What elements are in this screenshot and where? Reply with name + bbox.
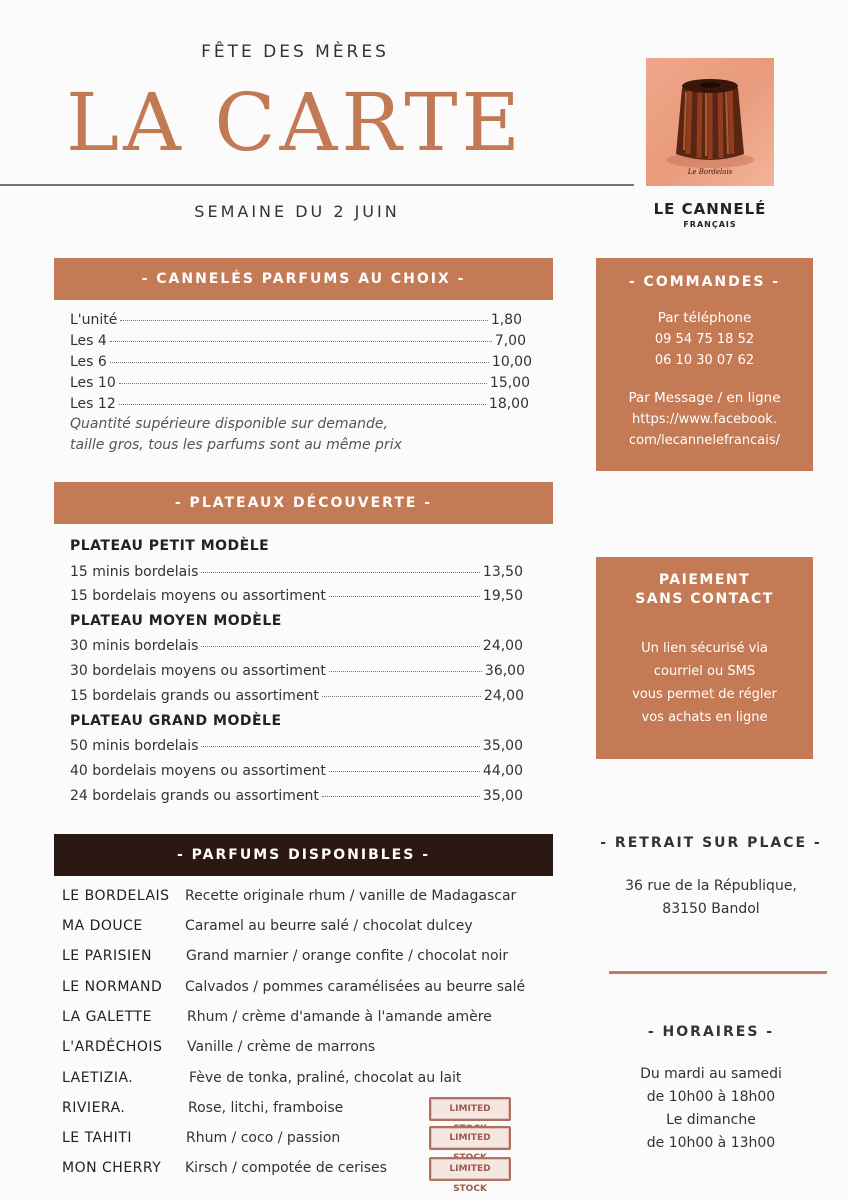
plateau-row bbox=[70, 663, 525, 679]
price-label: Les 12 bbox=[70, 396, 116, 412]
facebook-link[interactable]: com/lecannelefrancais/ bbox=[629, 433, 780, 448]
parfum-name: MA DOUCE bbox=[62, 918, 143, 934]
price-value: 10,00 bbox=[491, 354, 532, 370]
message-label: Par Message / en ligne bbox=[628, 390, 781, 406]
plateau-row bbox=[70, 564, 523, 580]
paiement-text: Un lien sécurisé via bbox=[641, 641, 768, 656]
limited-stock-stamp: LIMITED bbox=[429, 1126, 511, 1150]
plateau-label: 40 bordelais moyens ou assortiment bbox=[70, 763, 326, 779]
plateau-price: 44,00 bbox=[482, 763, 523, 779]
parfums-section-header: - PARFUMS DISPONIBLES - bbox=[54, 834, 553, 876]
paiement-text: vos achats en ligne bbox=[641, 710, 768, 725]
plateau-grand-title: PLATEAU GRAND MODÈLE bbox=[70, 713, 282, 729]
parfum-description: Rose, litchi, framboise bbox=[188, 1100, 344, 1116]
parfum-name: MON CHERRY bbox=[62, 1160, 162, 1176]
week-subtitle: SEMAINE DU 2 JUIN bbox=[194, 202, 400, 221]
logo-caption: Le Bordelais bbox=[687, 168, 733, 176]
horaires-line: de 10h00 à 18h00 bbox=[646, 1089, 776, 1105]
paiement-heading: PAIEMENT bbox=[658, 572, 751, 588]
price-label: Les 4 bbox=[70, 333, 107, 349]
parfum-name: LAETIZIA. bbox=[62, 1070, 134, 1086]
parfum-name: L'ARDÉCHOIS bbox=[62, 1039, 163, 1055]
parfum-description: Rhum / crème d'amande à l'amande amère bbox=[187, 1009, 492, 1025]
plateau-price: 19,50 bbox=[482, 588, 523, 604]
plateau-row bbox=[70, 788, 523, 804]
header-divider bbox=[0, 184, 634, 186]
plateau-price: 35,00 bbox=[482, 788, 523, 804]
phone-number[interactable]: 09 54 75 18 52 bbox=[654, 332, 755, 347]
plateau-moyen-title: PLATEAU MOYEN MODÈLE bbox=[70, 613, 282, 629]
parfum-name: LE NORMAND bbox=[62, 979, 163, 995]
horaires-heading: - HORAIRES - bbox=[647, 1024, 775, 1040]
plateau-label: 24 bordelais grands ou assortiment bbox=[70, 788, 319, 804]
plateau-price: 35,00 bbox=[482, 738, 523, 754]
parfum-description: Calvados / pommes caramélisées au beurre salé bbox=[185, 979, 526, 995]
price-row bbox=[70, 396, 529, 412]
parfum-name: LE PARISIEN bbox=[62, 948, 152, 964]
retrait-divider bbox=[609, 971, 827, 974]
cannele-note-line2: taille gros, tous les parfums sont au même prix bbox=[70, 437, 402, 453]
plateau-row bbox=[70, 688, 524, 704]
horaires-line: Du mardi au samedi bbox=[640, 1066, 782, 1082]
event-kicker: FÊTE DES MÈRES bbox=[201, 42, 389, 62]
parfum-description: Rhum / coco / passion bbox=[186, 1130, 341, 1146]
plateau-row bbox=[70, 738, 523, 754]
plateau-label: 15 bordelais moyens ou assortiment bbox=[70, 588, 326, 604]
parfum-description: Grand marnier / orange confite / chocolat noir bbox=[186, 948, 509, 964]
horaires-line: de 10h00 à 13h00 bbox=[646, 1135, 776, 1151]
retrait-address: 83150 Bandol bbox=[662, 901, 760, 917]
cannele-logo-image bbox=[646, 58, 774, 186]
cannele-note-line1: Quantité supérieure disponible sur demande, bbox=[70, 416, 388, 432]
commandes-box bbox=[596, 258, 813, 471]
price-value: 15,00 bbox=[489, 375, 530, 391]
plateau-label: 30 bordelais moyens ou assortiment bbox=[70, 663, 326, 679]
brand-name: LE CANNELÉ bbox=[653, 200, 767, 218]
commandes-heading: - COMMANDES - bbox=[628, 274, 781, 290]
parfum-description: Vanille / crème de marrons bbox=[187, 1039, 376, 1055]
paiement-box bbox=[596, 557, 813, 759]
retrait-address: 36 rue de la République, bbox=[625, 878, 797, 894]
price-label: L'unité bbox=[70, 312, 118, 328]
price-value: 18,00 bbox=[488, 396, 529, 412]
plateaux-section-header: - PLATEAUX DÉCOUVERTE - bbox=[54, 482, 553, 524]
price-row bbox=[70, 354, 532, 370]
limited-stock-stamp: LIMITED STOCK bbox=[429, 1157, 511, 1181]
paiement-text: courriel ou SMS bbox=[653, 664, 756, 679]
plateau-petit-title: PLATEAU PETIT MODÈLE bbox=[70, 538, 270, 554]
parfum-description: Fève de tonka, praliné, chocolat au lait bbox=[189, 1070, 462, 1086]
paiement-heading: SANS CONTACT bbox=[635, 591, 774, 607]
page-title: LA CARTE bbox=[66, 76, 524, 169]
price-row bbox=[70, 312, 522, 328]
brand-subtitle: FRANÇAIS bbox=[683, 220, 737, 229]
plateau-row bbox=[70, 588, 523, 604]
price-label: Les 10 bbox=[70, 375, 116, 391]
plateau-price: 13,50 bbox=[482, 564, 523, 580]
parfum-description: Caramel au beurre salé / chocolat dulcey bbox=[185, 918, 473, 934]
price-value: 7,00 bbox=[494, 333, 526, 349]
horaires-line: Le dimanche bbox=[666, 1112, 756, 1128]
price-row bbox=[70, 375, 530, 391]
limited-stock-stamp: LIMITED bbox=[429, 1097, 511, 1121]
plateau-price: 36,00 bbox=[484, 663, 525, 679]
plateau-row bbox=[70, 638, 523, 654]
retrait-heading: - RETRAIT SUR PLACE - bbox=[600, 835, 822, 851]
facebook-link[interactable]: https://www.facebook. bbox=[632, 412, 777, 427]
cannele-icon bbox=[646, 58, 774, 186]
phone-label: Par téléphone bbox=[657, 310, 752, 326]
plateau-label: 50 minis bordelais bbox=[70, 738, 199, 754]
price-value: 1,80 bbox=[490, 312, 522, 328]
phone-number[interactable]: 06 10 30 07 62 bbox=[654, 353, 755, 368]
parfum-name: LE TAHITI bbox=[62, 1130, 132, 1146]
plateau-label: 15 bordelais grands ou assortiment bbox=[70, 688, 319, 704]
plateau-label: 30 minis bordelais bbox=[70, 638, 199, 654]
parfum-description: Recette originale rhum / vanille de Madagascar bbox=[185, 888, 517, 904]
price-label: Les 6 bbox=[70, 354, 107, 370]
cannele-section-header: - CANNELÉS PARFUMS AU CHOIX - bbox=[54, 258, 553, 300]
paiement-text: vous permet de régler bbox=[632, 687, 777, 702]
plateau-price: 24,00 bbox=[483, 688, 524, 704]
price-row bbox=[70, 333, 526, 349]
plateau-label: 15 minis bordelais bbox=[70, 564, 199, 580]
plateau-row bbox=[70, 763, 523, 779]
parfum-name: LE BORDELAIS bbox=[62, 888, 170, 904]
plateau-price: 24,00 bbox=[482, 638, 523, 654]
parfum-name: RIVIERA. bbox=[62, 1100, 126, 1116]
parfum-description: Kirsch / compotée de cerises bbox=[185, 1160, 387, 1176]
parfum-name: LA GALETTE bbox=[62, 1009, 152, 1025]
